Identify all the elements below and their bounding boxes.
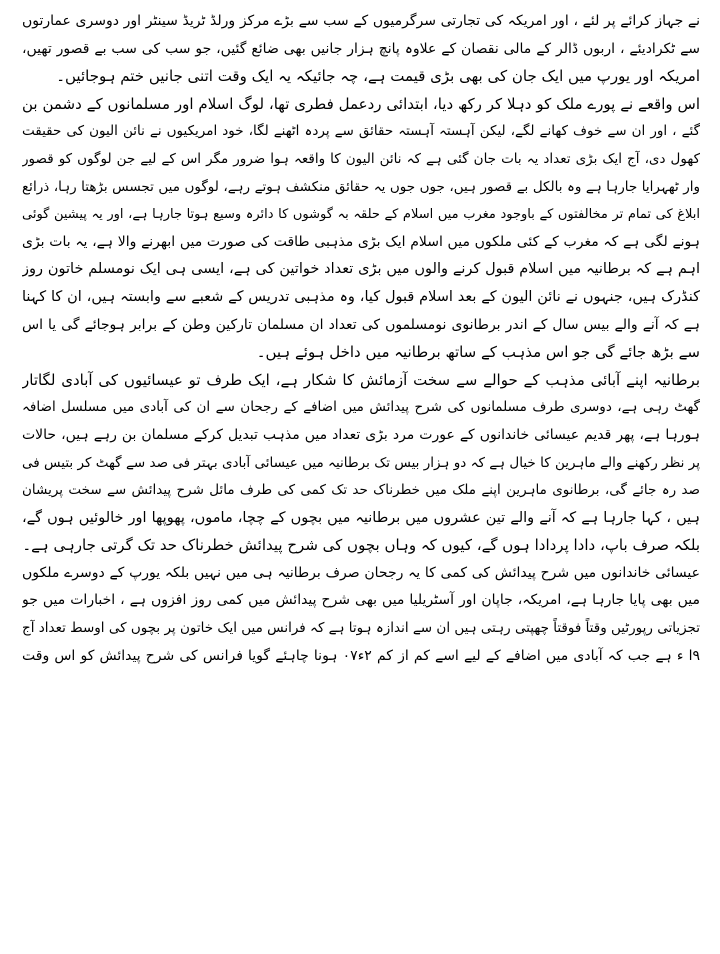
- text-line: نے جہاز کرائے پر لئے ، اور امریکہ کی تجارتی سرگرمیوں کے سب سے بڑے مرکز ورلڈ ٹریڈ سینٹر اور دوسری عمارتوں: [22, 13, 700, 29]
- text-line: وار ٹھہرایا جارہا ہے وہ بالکل بے قصور ہیں، جوں جوں یہ حقائق منکشف ہوتے رہے، لوگوں میں تجسس بڑھتا رہا، ذرائع: [22, 178, 700, 195]
- text-line: ہیں ، کہا جارہا ہے کہ آنے والے تین عشروں میں برطانیہ میں بچوں کے چچا، ماموں، پھوپھا اور خالوئیں ہوں گے،: [22, 509, 700, 526]
- paragraph-4: [22, 560, 700, 670]
- text-line: سے بڑھ جائے گی جو اس مذہب کے ساتھ برطانیہ میں داخل ہوئے ہیں۔: [256, 343, 700, 362]
- text-line: عیسائی خاندانوں میں شرح پیدائش کی کمی کا یہ رجحان صرف برطانیہ ہی میں نہیں بلکہ یورپ کے دوسرے ملکوں: [22, 564, 700, 581]
- text-line: گھٹ رہی ہے، دوسری طرف مسلمانوں کی شرح پیدائش میں اضافے کے رجحان سے ان کی آبادی میں مسلسل اضافہ: [22, 399, 700, 416]
- text-line: تجزیاتی رپورٹیں وقتاً فوقتاً چھپتی رہتی ہیں ان سے اندازہ ہوتا ہے کہ فرانس میں ایک خاتون پر بچوں کی اوسط تعداد آج: [22, 620, 700, 637]
- text-line: امریکہ اور یورپ میں ایک جان کی بھی بڑی قیمت ہے، چہ جائیکہ یہ ایک وقت اتنی جانیں ختم ہوجائیں۔: [56, 67, 700, 86]
- text-line: ہورہا ہے، پھر قدیم عیسائی خاندانوں کے عورت مرد بڑی تعداد میں مذہب تبدیل کرکے مسلمان بن رہے ہیں، حالات: [22, 426, 700, 443]
- text-line: صد رہ جائے گی، برطانوی ماہرین اپنے ملک میں خطرناک حد تک کمی کی طرف مائل شرح پیدائش سے سخت پریشان: [22, 482, 700, 499]
- text-line: اہم ہے کہ برطانیہ میں اسلام قبول کرنے والوں میں بڑی تعداد خواتین کی ہے، ایسی ہی ایک نومسلم خاتون روز: [22, 261, 700, 278]
- text-line: بلکہ صرف باپ، دادا پردادا ہوں گے، کیوں کہ وہاں بچوں کی شرح پیدائش خطرناک حد تک گرتی جارہی ہے۔: [22, 536, 700, 555]
- text-line: ہے کہ آنے والے بیس سال کے اندر برطانوی نومسلموں کی تعداد ان مسلمان تارکین وطن کے برابر ہوجائے گی یا اس: [22, 316, 700, 333]
- text-line: پر نظر رکھنے والے ماہرین کا خیال ہے کہ دو ہزار بیس تک برطانیہ میں عیسائی آبادی بہتر فی صد سے گھٹ کر بتیس فی: [22, 454, 700, 471]
- text-line: برطانیہ اپنے آبائی مذہب کے حوالے سے سخت آزمائش کا شکار ہے، ایک طرف تو عیسائیوں کی آبادی لگاتار: [22, 370, 700, 389]
- text-line: ہونے لگی ہے کہ مغرب کے کئی ملکوں میں اسلام ایک بڑی مذہبی طاقت کی صورت میں ابھرنے والا ہے، یہ بات بڑی: [22, 233, 700, 250]
- text-line: اس واقعے نے پورے ملک کو دہلا کر رکھ دیا، ابتدائی ردعمل فطری تھا، لوگ اسلام اور مسلمانوں کے دشمن بن: [22, 94, 700, 113]
- text-line: ۹ا ء ہے جب کہ آبادی میں اضافے کے لیے اسے کم از کم ۲ء۰۷ ہونا چاہئے گویا فرانس کی شرح پیدائش کو اس وقت: [22, 647, 700, 664]
- text-line: کنڈرک ہیں، جنہوں نے نائن الیون کے بعد اسلام قبول کیا، وہ مذہبی تدریس کے شعبے سے وابستہ ہیں، ان کا کہنا: [22, 288, 700, 305]
- paragraph-2: [22, 91, 700, 367]
- text-line: ابلاغ کی تمام تر مخالفتوں کے باوجود مغرب میں اسلام کے حلقہ بہ گوشوں کا دائرہ وسیع ہوتا جارہا ہے، اور یہ پیشین گوئی: [22, 207, 700, 223]
- text-line: گئے ، اور ان سے خوف کھانے لگے، لیکن آہستہ آہستہ حقائق سے پردہ اٹھنے لگا، خود امریکیوں نے نائن الیون کی حقیقت: [22, 123, 700, 140]
- paragraph-1: [22, 8, 700, 91]
- text-line: سے ٹکرادیئے ، اربوں ڈالر کے مالی نقصان کے علاوہ پانچ ہزار جانیں بھی ضائع گئیں، جو سب کی سب بے قصور تھیں،: [22, 40, 700, 57]
- article-body: [22, 8, 700, 670]
- paragraph-3: [22, 367, 700, 560]
- text-line: میں بھی پایا جارہا ہے، امریکہ، جاپان اور آسٹریلیا میں بھی شرح پیدائش میں کمی روز افزوں ہے ، اخبارات میں جو: [22, 592, 700, 609]
- text-line: کھول دی، آج ایک بڑی تعداد یہ بات جان گئی ہے کہ نائن الیون کا واقعہ ہوا ضرور مگر اس کے لیے جن لوگوں کو قصور: [22, 150, 700, 167]
